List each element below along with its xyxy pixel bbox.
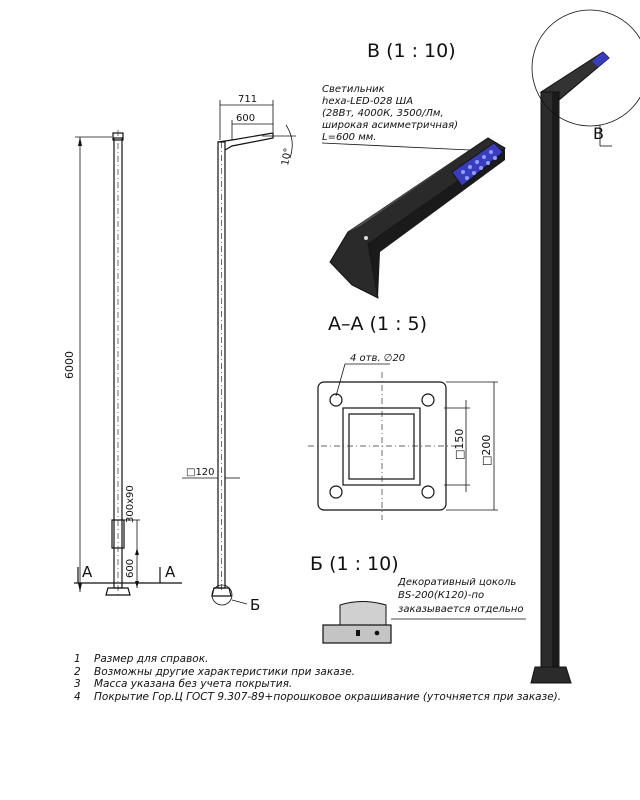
side-elevation (182, 94, 296, 614)
luminaire-line-3: (28Вт, 4000К, 3500/Лм, (322, 108, 444, 119)
bolt-hole-3 (330, 486, 342, 498)
flange-section (308, 353, 498, 520)
dim-height-total: 6000 (63, 351, 76, 379)
note-item (74, 691, 561, 704)
note-text: Масса указана без учета покрытия. (94, 678, 293, 691)
pole-3d-shade (552, 92, 559, 667)
dim-inner-square: □150 (453, 428, 466, 460)
view-b2-title: Б (1 : 10) (310, 553, 399, 575)
pole-square-inner (349, 414, 414, 479)
dim-hatch-size: 300х90 (125, 485, 136, 523)
note-text: Размер для справок. (94, 653, 209, 665)
notes-list (74, 653, 561, 703)
luminaire-line-5: L=600 мм. (322, 132, 377, 143)
note-number: 3 (74, 678, 81, 691)
dim-holes: 4 отв. ∅20 (350, 353, 406, 364)
luminaire-line-1: Светильник (322, 84, 385, 95)
luminaire-arm (218, 133, 273, 150)
luminaire-bolt (364, 236, 368, 240)
luminaire-leader (322, 143, 470, 150)
luminaire-3d-detail (330, 131, 505, 298)
pole-square-outer (343, 408, 420, 485)
base-line-1: Декоративный цоколь (398, 577, 517, 588)
base-line-2: BS-200(К120)-по (398, 590, 485, 601)
dim-arm-length: 711 (238, 94, 258, 105)
section-marker-left: А (82, 563, 93, 581)
base-bolt (356, 630, 360, 636)
luminaire-line-2: hexa-LED-028 ША (322, 96, 414, 107)
note-number: 1 (74, 653, 81, 665)
dim-pole-section: □120 (186, 467, 215, 478)
pole-3d-view (531, 10, 640, 683)
view-b-marker: В (593, 124, 604, 143)
section-aa-title: А–А (1 : 5) (328, 313, 428, 335)
note-text: Покрытие Гор.Ц ГОСТ 9.307-89+порошковое окрашивание (уточняется при заказе). (94, 690, 562, 703)
luminaire-callout-text (322, 84, 470, 150)
note-text: Возможны другие характеристики при заказе. (94, 665, 356, 678)
front-elevation (63, 130, 182, 596)
dim-hatch-height: 600 (125, 558, 136, 578)
note-item (74, 653, 561, 666)
note-item (74, 678, 561, 691)
base-pole-stub (340, 602, 386, 626)
note-number: 2 (74, 665, 81, 678)
section-marker-right: А (165, 563, 176, 581)
base-hole (375, 631, 380, 636)
dim-flange-square: □200 (480, 434, 493, 466)
base-detail (323, 577, 526, 643)
base-line-3: заказывается отдельно (398, 604, 524, 615)
note-number: 4 (74, 690, 81, 703)
view-b-title: В (1 : 10) (367, 40, 456, 62)
dim-arm-inner: 600 (236, 113, 256, 124)
luminaire-line-4: широкая асимметричная) (322, 120, 459, 131)
dim-angle: 10° (280, 147, 295, 167)
bolt-hole-2 (422, 394, 434, 406)
detail-callout-marker: Б (250, 596, 261, 614)
note-item (74, 666, 561, 679)
holes-leader (336, 364, 345, 396)
bolt-hole-4 (422, 486, 434, 498)
detail-callout-leader (232, 600, 247, 604)
